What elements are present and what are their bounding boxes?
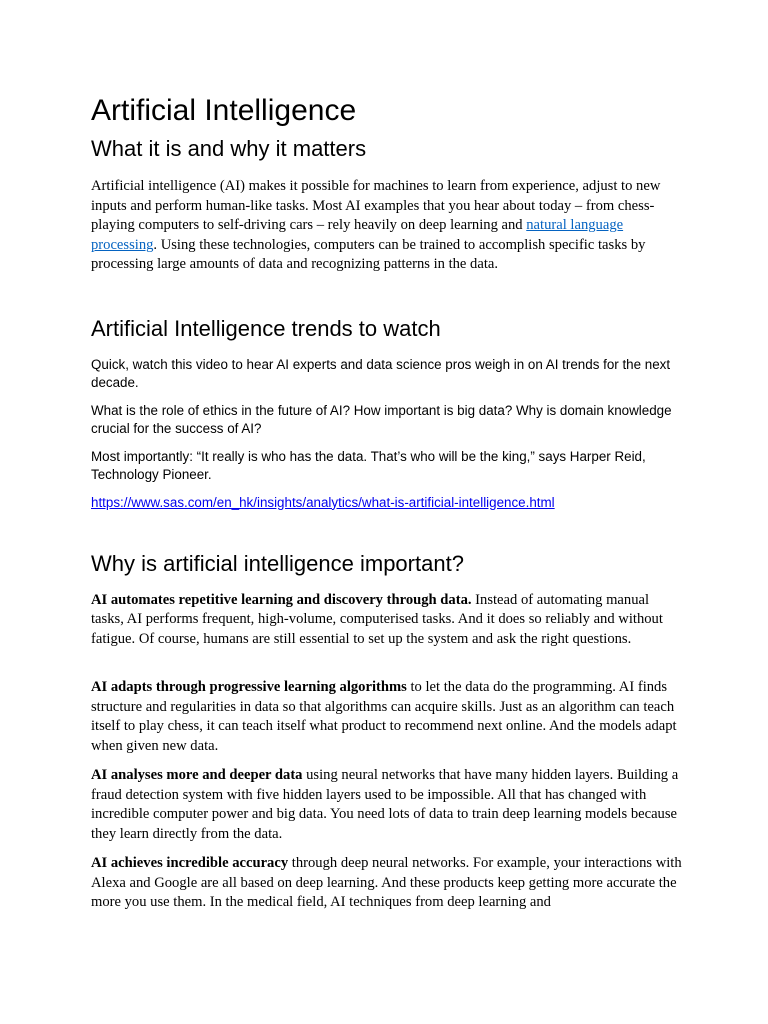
importance-point-1 [91, 591, 683, 650]
importance-point-2 [91, 678, 683, 756]
importance-point-1-lead: AI automates repetitive learning and discovery through data. [91, 591, 472, 608]
document-body [91, 93, 683, 913]
source-url-paragraph [91, 494, 683, 512]
trends-paragraph-1: Quick, watch this video to hear AI experts and data science pros weigh in on AI trends for the next decade. [91, 356, 671, 390]
trends-heading: Artificial Intelligence trends to watch [91, 315, 441, 341]
nlp-link[interactable]: natural language processing [91, 217, 624, 253]
importance-point-3-lead: AI analyses more and deeper data [91, 767, 303, 783]
trends-paragraph-3: Most importantly: “It really is who has the data. That’s who will be the king,” says Harper Reid, Technology Pioneer. [91, 448, 646, 482]
intro-paragraph [91, 177, 683, 275]
page-subtitle: What it is and why it matters [91, 136, 367, 161]
intro-text-before: Artificial intelligence (AI) makes it possible for machines to learn from experience, adjust to new inputs and perform human-like tasks. Most AI examples that you hear about today – from chess-playing computers to self-driving cars – rely heavily on deep learning and [91, 178, 661, 233]
trends-paragraph-2: What is the role of ethics in the future of AI? How important is big data? Why is domain knowledge crucial for the success of AI? [91, 402, 672, 436]
importance-point-4 [91, 854, 683, 913]
importance-point-3-text: using neural networks that have many hidden layers. Building a fraud detection system with five hidden layers used to be impossible. All that has changed with incredible computer power and big data. You need lots of data to train deep learning models because they learn directly from the data. [91, 767, 679, 842]
importance-point-3 [91, 766, 683, 844]
page-title: Artificial Intelligence [91, 94, 357, 127]
importance-point-1-text: Instead of automating manual tasks, AI performs frequent, high-volume, computerised tasks. And it does so reliably and without fatigue. Of course, humans are still essential to set up the system and ask the right questions. [91, 591, 663, 647]
intro-text-after: . Using these technologies, computers can be trained to accomplish specific tasks by processing large amounts of data and recognizing patterns in the data. [91, 236, 646, 272]
importance-point-4-lead: AI achieves incredible accuracy [91, 855, 289, 871]
importance-heading: Why is artificial intelligence important? [91, 550, 464, 576]
source-url-link[interactable]: https://www.sas.com/en_hk/insights/analytics/what-is-artificial-intelligence.html [91, 494, 555, 510]
importance-point-2-lead: AI adapts through progressive learning algorithms [91, 679, 407, 695]
importance-point-2-text: to let the data do the programming. AI finds structure and regularities in data so that algorithms can acquire skills. Just as an algorithm can teach itself to play chess, it can teach itself what product to recommend next online. And the models adapt when given new data. [91, 679, 677, 754]
importance-point-4-text: through deep neural networks. For example, your interactions with Alexa and Google are all based on deep learning. And these products keep getting more accurate the more you use them. In the medical field, AI techniques from deep learning and [91, 855, 682, 910]
